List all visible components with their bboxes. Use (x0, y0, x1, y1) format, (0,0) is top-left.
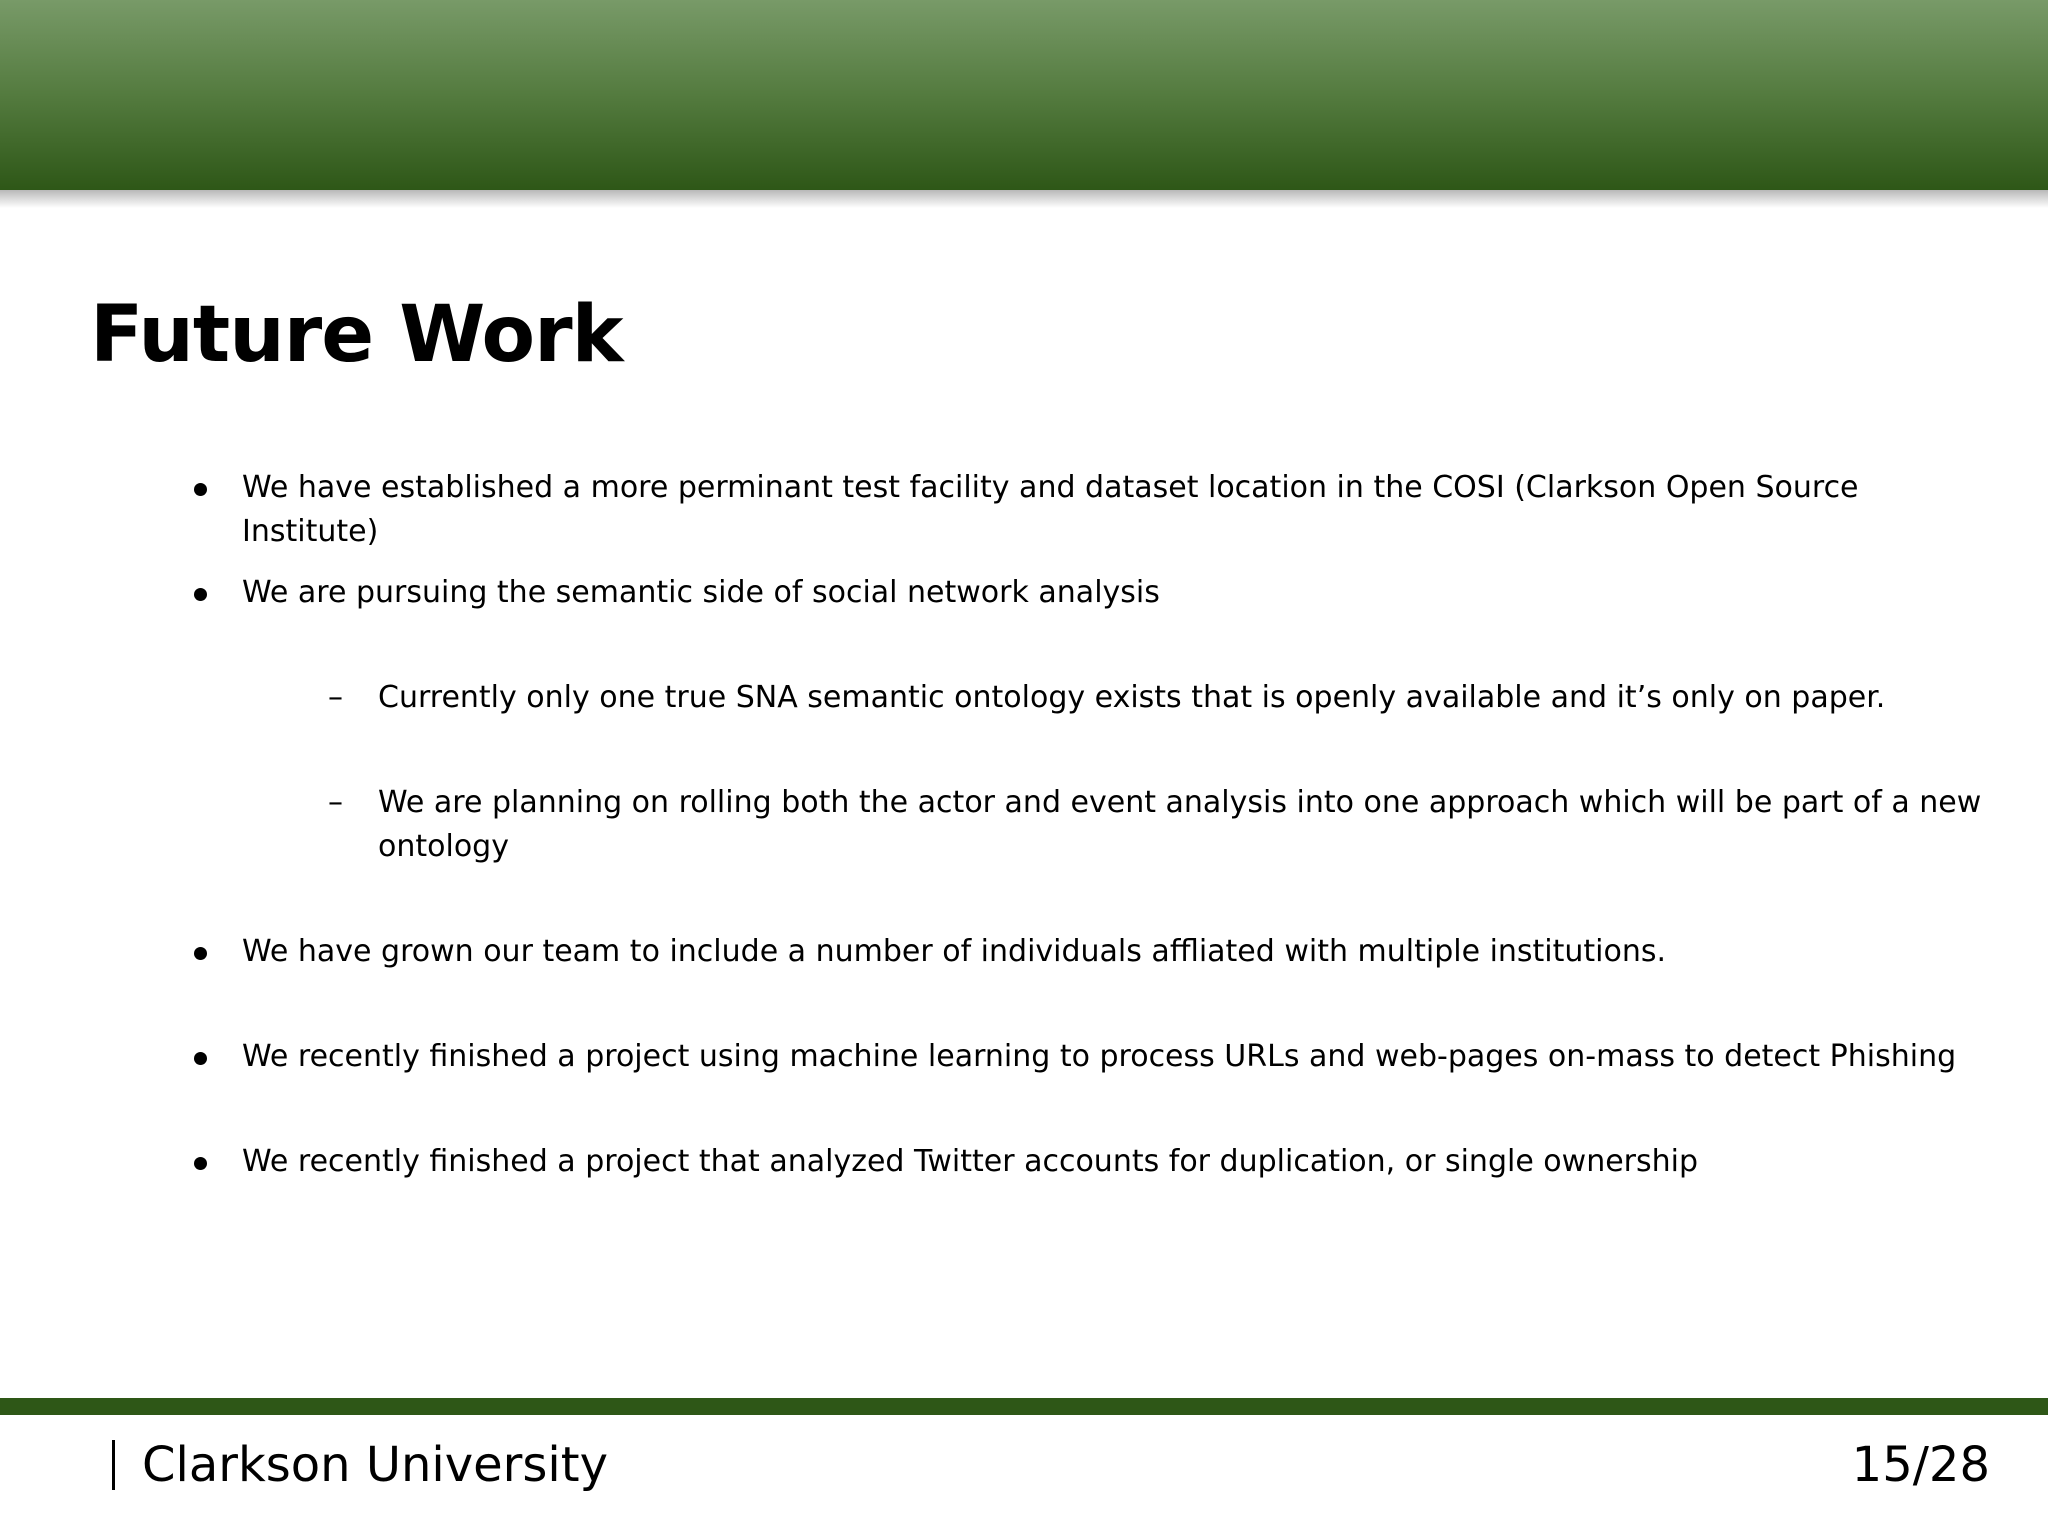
bullet-item (242, 930, 2002, 974)
bullet-item (242, 1140, 2002, 1184)
bullet-marker (194, 947, 207, 960)
bullet-marker (194, 588, 207, 601)
slide-title: Future Work (90, 290, 623, 380)
bullet-item (242, 571, 2002, 615)
footer-separator (112, 1440, 115, 1490)
dash-marker: – (328, 680, 343, 715)
subbullet-text: We are planning on rolling both the actor and event analysis into one approach which will be part of a new ontology (378, 785, 1982, 864)
subbullet-text: Currently only one true SNA semantic ontology exists that is openly available and it’s only on paper. (378, 680, 1886, 715)
bullet-item (242, 466, 2002, 554)
dash-marker: – (328, 785, 343, 820)
bullet-marker (194, 1052, 207, 1065)
bullet-item (242, 1035, 2002, 1079)
subbullet-item (328, 676, 2002, 720)
footer-line (0, 1398, 2048, 1415)
subbullet-item (328, 781, 2002, 869)
header-band (0, 0, 2048, 190)
bullet-text: We recently finished a project using machine learning to process URLs and web-pages on-mass to detect Phishing (242, 1039, 1957, 1074)
bullet-text: We are pursuing the semantic side of social network analysis (242, 575, 1160, 610)
bullet-text: We have established a more perminant test facility and dataset location in the COSI (Clarkson Open Source Institute) (242, 470, 1859, 549)
footer-institution: Clarkson University (142, 1437, 608, 1493)
page-number: 15/28 (1851, 1437, 1990, 1493)
header-shadow (0, 190, 2048, 208)
bullet-text: We recently finished a project that analyzed Twitter accounts for duplication, or single ownership (242, 1144, 1699, 1179)
bullet-marker (194, 483, 207, 496)
bullet-marker (194, 1157, 207, 1170)
bullet-text: We have grown our team to include a number of individuals affliated with multiple institutions. (242, 934, 1667, 969)
